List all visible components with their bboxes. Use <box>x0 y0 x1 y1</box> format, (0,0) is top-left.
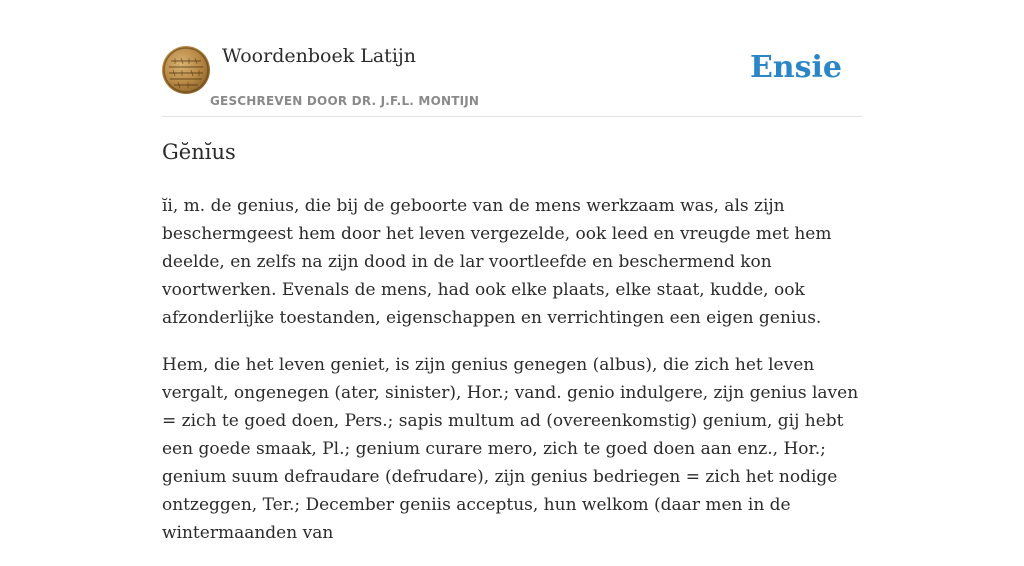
ensie-logo-link[interactable]: Ensie <box>749 50 842 85</box>
book-header <box>162 0 862 117</box>
entry-headword: Gĕnĭus <box>162 140 236 164</box>
author-byline: GESCHREVEN DOOR DR. J.F.L. MONTIJN <box>210 94 480 108</box>
entry-paragraph-1: ĭi, m. de genius, die bij de geboorte van de mens werkzaam was, als zijn beschermgeest hem door het leven vergezelde, ook leed en vreugde met hem deelde, en zelfs na zijn dood in de lar voortleefde en beschermend kon voortwerken. Evenals de mens, had ook elke plaats, elke staat, kudde, ook afzonderlijke toestanden, eigenschappen en verrichtingen een eigen genius. <box>162 196 832 328</box>
book-title[interactable]: Woordenboek Latijn <box>222 45 417 67</box>
entry-paragraph-2: Hem, die het leven geniet, is zijn genius genegen (albus), die zich het leven vergalt, ongenegen (ater, sinister), Hor.; vand. genio indulgere, zijn genius laven = zich te goed doen, Pers.; sapis multum ad (overeenkomstig) genium, gij hebt een goede smaak, Pl.; genium curare mero, zich te goed doen aan enz., Hor.; genium suum defraudare (defrudare), zijn genius bedriegen = zich het nodige ontzeggen, Ter.; December geniis acceptus, hun welkom (daar men in de wintermaanden van <box>162 355 859 543</box>
entry-body <box>162 192 862 566</box>
content-container <box>162 0 862 543</box>
latin-inscription-coin-icon[interactable] <box>162 46 210 94</box>
